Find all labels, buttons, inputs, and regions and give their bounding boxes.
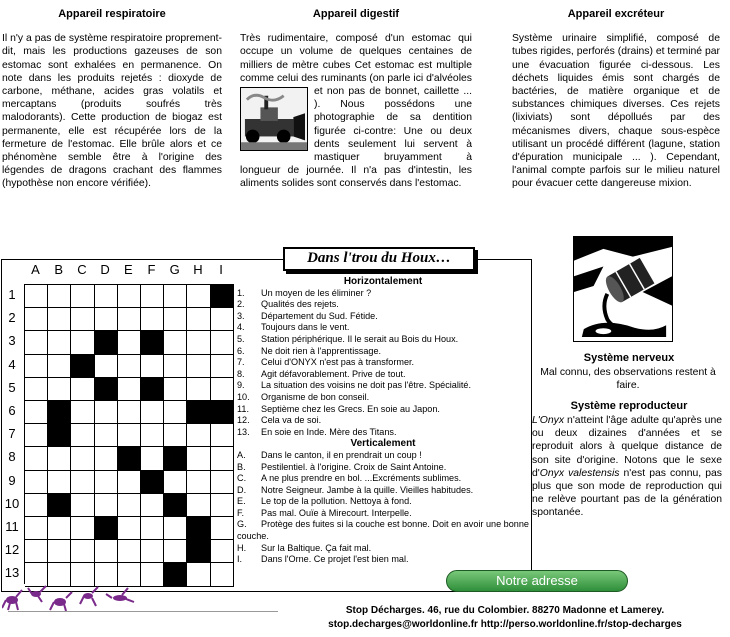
crossword-cell[interactable] [95, 471, 118, 494]
crossword-cell[interactable] [25, 471, 48, 494]
crossword-black-cell [211, 285, 234, 308]
crossword-cell[interactable] [71, 447, 94, 470]
crossword-black-cell [95, 378, 118, 401]
crossword-cell[interactable] [141, 285, 164, 308]
crossword-cell[interactable] [48, 331, 71, 354]
crossword-black-cell [141, 331, 164, 354]
clue-number: 12. [237, 415, 250, 426]
crossword-cell[interactable] [118, 285, 141, 308]
crossword-cell[interactable] [95, 401, 118, 424]
crossword-cell[interactable] [48, 285, 71, 308]
crossword-black-cell [141, 471, 164, 494]
crossword-cell[interactable] [95, 285, 118, 308]
clue-horizontal [237, 369, 529, 381]
crossword-cell[interactable] [187, 331, 210, 354]
clue-horizontal [237, 392, 529, 404]
reproductive-text-part1: n'atteint l'âge adulte qu'après une ou deux dizaines d'années et se reproduit alors à quelque distance de son site d'origine. Notons que le sexe d' [532, 415, 722, 479]
clue-text: Dans l'Orne. Ce projet l'est bien mal. [261, 554, 409, 565]
reproductive-system-title: Système reproducteur [570, 400, 688, 412]
clue-number: B. [237, 461, 246, 472]
clue-number: F. [237, 507, 245, 518]
clue-number: A. [237, 449, 246, 460]
clue-vertical [237, 496, 529, 508]
crossword-cell[interactable] [187, 563, 210, 586]
barrel-illustration [573, 236, 673, 342]
clue-number: 10. [237, 391, 250, 402]
excretory-text: Système urinaire simplifié, composé de tubes rigides, perforés (drains) et terminé par une évacuation figurée ci-dessous. Les déchets liquides émis sont chargés de bactéries, de matière organique et de substances chimiques diverses. Ces rejets (lixiviats) sont dépollués par des mécanismes divers, chaque sous-espèce utilisant un procédé différent (lagune, station d'épuration municipale ... ). Cependant, l'animal compte parfois sur le milieu naturel pour évacuer cette dangereuse mixion. [512, 33, 720, 190]
clue-horizontal [237, 346, 529, 358]
clue-number: 13. [237, 426, 250, 437]
crossword-cell[interactable] [141, 494, 164, 517]
crossword-cell[interactable] [95, 540, 118, 563]
crossword-cell[interactable] [118, 355, 141, 378]
clue-number: 7. [237, 357, 245, 368]
crossword-cell[interactable] [211, 378, 234, 401]
crossword-cell[interactable] [25, 447, 48, 470]
clue-text: Dans le canton, il en prendrait un coup ! [261, 449, 422, 460]
vertical-heading: Verticalement [350, 438, 416, 450]
clue-text: Cela va de soi. [261, 415, 322, 426]
clue-horizontal [237, 404, 529, 416]
crossword-cell[interactable] [211, 563, 234, 586]
clue-number: 5. [237, 333, 245, 344]
clue-text: Département du Sud. Fétide. [261, 310, 378, 321]
footer-links[interactable]: stop.decharges@worldonline.fr http://perso.worldonline.fr/stop-decharges [328, 619, 682, 630]
footer [282, 604, 728, 632]
column-letter: D [100, 262, 110, 277]
crossword-cell[interactable] [211, 494, 234, 517]
clue-horizontal [237, 427, 529, 439]
row-number: 4 [8, 356, 16, 372]
horizontal-heading: Horizontalement [343, 276, 423, 287]
respiratory-text: Il n'y a pas de système respiratoire proprement-dit, mais les productions gazeuses de son estomac sont exhalées en permanence. On note dans les produits rejetés : dioxyde de carbone, méthane, acides gras volatils et mercaptans (produits soufrés très malodorants). Cette production de biogaz est permanente, elle est récupérée lors de la fermeture de l'estomac. Elle brûle alors et ce phénomène semble être à l'origine des légendes de dragons crachant des flammes (hypothèse non encore vérifiée). [2, 33, 222, 190]
crossword-cell[interactable] [141, 308, 164, 331]
crossword-cell[interactable] [25, 355, 48, 378]
crossword-cell[interactable] [164, 540, 187, 563]
bulldozer-icon [241, 88, 307, 150]
crossword-cell[interactable] [71, 378, 94, 401]
our-address-button[interactable]: Notre adresse [446, 570, 628, 592]
crossword-cell[interactable] [48, 308, 71, 331]
crossword-cell[interactable] [187, 308, 210, 331]
crossword-cell[interactable] [187, 471, 210, 494]
crossword-cell[interactable] [71, 471, 94, 494]
crossword-cell[interactable] [211, 331, 234, 354]
clue-vertical [237, 508, 529, 520]
crossword-cell[interactable] [71, 308, 94, 331]
crossword-cell[interactable] [164, 517, 187, 540]
crossword-cell[interactable] [71, 285, 94, 308]
clue-vertical [237, 554, 529, 566]
clue-number: 6. [237, 345, 245, 356]
crossword-cell[interactable] [164, 378, 187, 401]
footer-address: Stop Décharges. 46, rue du Colombier. 88270 Madonne et Lamerey. [345, 605, 665, 616]
nervous-system-text: Mal connu, des observations restent à faire. [540, 367, 716, 392]
crossword-cell[interactable] [25, 378, 48, 401]
crossword-cell[interactable] [211, 424, 234, 447]
crossword-cell[interactable] [211, 517, 234, 540]
clue-vertical [237, 543, 529, 555]
crossword-cell[interactable] [25, 401, 48, 424]
clue-text: Toujours dans le vent. [261, 322, 350, 333]
column-letter: H [193, 262, 203, 277]
row-number: 2 [8, 310, 16, 326]
crossword-cell[interactable] [25, 308, 48, 331]
crossword-cell[interactable] [118, 517, 141, 540]
crossword-cell[interactable] [95, 355, 118, 378]
crossword-cell[interactable] [118, 424, 141, 447]
row-number: 1 [8, 287, 16, 302]
vertical-clues [237, 450, 529, 566]
crossword-cell[interactable] [164, 471, 187, 494]
clue-text: Agit défavorablement. Prive de tout. [261, 368, 406, 379]
crossword-black-cell [187, 401, 210, 424]
crossword-cell[interactable] [95, 308, 118, 331]
crossword-cell[interactable] [211, 308, 234, 331]
crossword-cell[interactable] [95, 424, 118, 447]
crossword-cell[interactable] [118, 378, 141, 401]
crossword-black-cell [141, 378, 164, 401]
crossword-cell[interactable] [25, 331, 48, 354]
crossword-cell[interactable] [118, 401, 141, 424]
creatures-decoration-icon [2, 584, 162, 612]
respiratory-title: Appareil respiratoire [58, 8, 166, 20]
crossword-cell[interactable] [71, 401, 94, 424]
clue-number: I. [237, 554, 243, 565]
clue-text: Septième chez les Grecs. En soie au Japon. [261, 403, 440, 414]
column-letter: E [123, 262, 133, 277]
clue-vertical [237, 450, 529, 462]
row-number: 11 [5, 519, 19, 534]
clue-horizontal [237, 322, 529, 334]
clue-number: H. [237, 542, 247, 553]
crossword-black-cell [164, 447, 187, 470]
crossword-black-cell [48, 401, 71, 424]
row-number: 6 [8, 403, 16, 418]
crossword-cell[interactable] [25, 494, 48, 517]
crossword-black-cell [71, 355, 94, 378]
digestive-title: Appareil digestif [312, 8, 400, 20]
crossword-cell[interactable] [141, 447, 164, 470]
crossword-cell[interactable] [48, 355, 71, 378]
crossword-cell[interactable] [164, 401, 187, 424]
column-letter: F [147, 262, 156, 277]
onyx-name: L'Onyx [532, 415, 565, 426]
crossword-cell[interactable] [71, 517, 94, 540]
column-letter: B [54, 262, 64, 277]
clue-number: 4. [237, 322, 245, 333]
column-letter: A [31, 262, 40, 277]
clue-text: Pestilentiel. à l'origine. Croix de Saint Antoine. [261, 461, 447, 472]
clue-vertical [237, 473, 529, 485]
crossword-black-cell [48, 494, 71, 517]
crossword-cell[interactable] [118, 494, 141, 517]
clue-vertical [237, 519, 529, 542]
clue-text: Protège des fuites si la couche est bonne. Doit en avoir une bonne couche. [237, 519, 529, 542]
clue-text: Notre Seigneur. Jambe à la quille. Vieilles habitudes. [261, 484, 474, 495]
clue-text: En soie en Inde. Mère des Titans. [261, 426, 397, 437]
clue-horizontal [237, 288, 529, 300]
crossword-cell[interactable] [141, 355, 164, 378]
crossword-cell[interactable] [118, 471, 141, 494]
clue-text: La situation des voisins ne doit pas l'être. Spécialité. [261, 380, 472, 391]
clue-text: Un moyen de les éliminer ? [261, 287, 372, 298]
crossword-black-cell [187, 540, 210, 563]
crossword-cell[interactable] [187, 285, 210, 308]
crossword-cell[interactable] [187, 447, 210, 470]
digestive-section [240, 8, 472, 191]
crossword-cell[interactable] [25, 517, 48, 540]
clue-number: 3. [237, 310, 245, 321]
reproductive-system-text [532, 414, 722, 520]
crossword-black-cell [95, 517, 118, 540]
species-name: Onyx valestensis [539, 467, 620, 479]
crossword-cell[interactable] [164, 424, 187, 447]
clue-number: E. [237, 496, 246, 507]
crossword-cell[interactable] [48, 447, 71, 470]
crossword-black-cell [187, 517, 210, 540]
clue-text: A ne plus prendre en bol. ...Excréments sublimes. [261, 473, 462, 484]
crossword-cell[interactable] [25, 424, 48, 447]
clue-horizontal [237, 415, 529, 427]
clue-horizontal [237, 357, 529, 369]
column-letter: C [77, 262, 87, 277]
crossword-cell[interactable] [187, 378, 210, 401]
crossword-cell[interactable] [95, 494, 118, 517]
crossword-cell[interactable] [164, 355, 187, 378]
clue-horizontal [237, 311, 529, 323]
crossword-black-cell [95, 331, 118, 354]
crossword-black-cell [48, 424, 71, 447]
leaking-barrel-icon [574, 237, 672, 341]
clue-text: Sur la Baltique. Ça fait mal. [261, 542, 372, 553]
excretory-title: Appareil excréteur [567, 8, 665, 20]
crossword-cell[interactable] [71, 424, 94, 447]
crossword-cell[interactable] [164, 308, 187, 331]
clue-number: G. [237, 519, 247, 530]
clue-number: C. [237, 473, 247, 484]
crossword-cell[interactable] [71, 494, 94, 517]
clue-horizontal [237, 380, 529, 392]
clue-number: 2. [237, 299, 245, 310]
crossword-cell[interactable] [211, 447, 234, 470]
clue-horizontal [237, 334, 529, 346]
clue-text: Station périphérique. Il le serait au Bois du Houx. [261, 333, 459, 344]
clue-number: 8. [237, 368, 245, 379]
clue-text: Pas mal. Ouïe à Mirecourt. Interpelle. [261, 507, 412, 518]
crossword-cell[interactable] [141, 401, 164, 424]
row-number: 3 [8, 333, 16, 349]
column-letter: I [219, 262, 223, 277]
row-number: 13 [4, 565, 20, 581]
clue-vertical [237, 485, 529, 497]
crossword-clues [237, 276, 529, 566]
crossword-cell[interactable] [211, 471, 234, 494]
clue-number: 9. [237, 380, 245, 391]
crossword-cell[interactable] [25, 540, 48, 563]
footer-divider [8, 611, 278, 612]
crossword-cell[interactable] [71, 540, 94, 563]
crossword-cell[interactable] [187, 355, 210, 378]
crossword-cell[interactable] [118, 331, 141, 354]
row-number: 9 [8, 472, 16, 488]
row-number: 5 [8, 379, 16, 395]
clue-text: Celui d'ONYX n'est pas à transformer. [261, 357, 415, 368]
row-number: 8 [8, 449, 16, 465]
crossword-black-cell [118, 447, 141, 470]
crossword-cell[interactable] [211, 540, 234, 563]
crossword-cell[interactable] [187, 424, 210, 447]
crossword-cell[interactable] [211, 355, 234, 378]
crossword-cell[interactable] [48, 540, 71, 563]
crossword-black-cell [211, 401, 234, 424]
crossword-cell[interactable] [95, 447, 118, 470]
crossword-cell[interactable] [48, 378, 71, 401]
crossword-cell[interactable] [141, 540, 164, 563]
clue-number: D. [237, 484, 247, 495]
crossword-cell[interactable] [187, 494, 210, 517]
crossword-black-cell [164, 563, 187, 586]
clue-number: 11. [237, 403, 249, 414]
clue-text: Organisme de bon conseil. [261, 391, 370, 402]
bulldozer-photo [240, 87, 308, 151]
row-number: 12 [4, 542, 20, 558]
crossword-cell[interactable] [164, 331, 187, 354]
crossword-cell[interactable] [71, 331, 94, 354]
crossword-cell[interactable] [48, 471, 71, 494]
row-number: 7 [8, 426, 16, 442]
crossword-cell[interactable] [141, 424, 164, 447]
crossword-grid [24, 284, 234, 584]
crossword-title: Dans l'trou du Houx… [283, 247, 475, 271]
horizontal-clues [237, 288, 529, 439]
digestive-text-end: ici d'alvéoles et non pas de bonnet, caillette ... ). Nous possédons une photographie de sa dentition figurée ci-contre: Une ou deux dents seulement lui servent à mastiquer bruyamment à longueur de journée. Il n'a pas d'intestin, les aliments solides sont conservés dans l'estomac. [240, 72, 472, 190]
crossword-cell[interactable] [25, 285, 48, 308]
clue-vertical [237, 462, 529, 474]
digestive-text-start: Très rudimentaire, composé d'un estomac qui occupe un volume de quelques centaines de milliers de mètre cubes Cet estomac est multiple comme celui des ruminants (on parle [240, 33, 472, 84]
clue-text: Qualités des rejets. [261, 299, 339, 310]
clue-horizontal [237, 299, 529, 311]
crossword-cell[interactable] [48, 517, 71, 540]
clue-number: 1. [237, 287, 245, 298]
respiratory-section [2, 8, 222, 191]
reproductive-text-part2: n'est pas connu, pas plus que son mode de reproduction qui ne relève pourtant pas de la génération spontanée. [532, 467, 722, 519]
clue-text: Le top de la pollution. Nettoya à fond. [261, 496, 412, 507]
crossword-cell[interactable] [141, 517, 164, 540]
crossword-black-cell [164, 494, 187, 517]
crossword-cell[interactable] [118, 308, 141, 331]
crossword-cell[interactable] [164, 285, 187, 308]
nervous-system-title: Système nerveux [583, 352, 675, 364]
crossword-cell[interactable] [118, 540, 141, 563]
clue-text: Ne doit rien à l'apprentissage. [261, 345, 382, 356]
row-number: 10 [4, 495, 20, 511]
column-letter: G [169, 262, 180, 277]
excretory-section [512, 8, 720, 191]
